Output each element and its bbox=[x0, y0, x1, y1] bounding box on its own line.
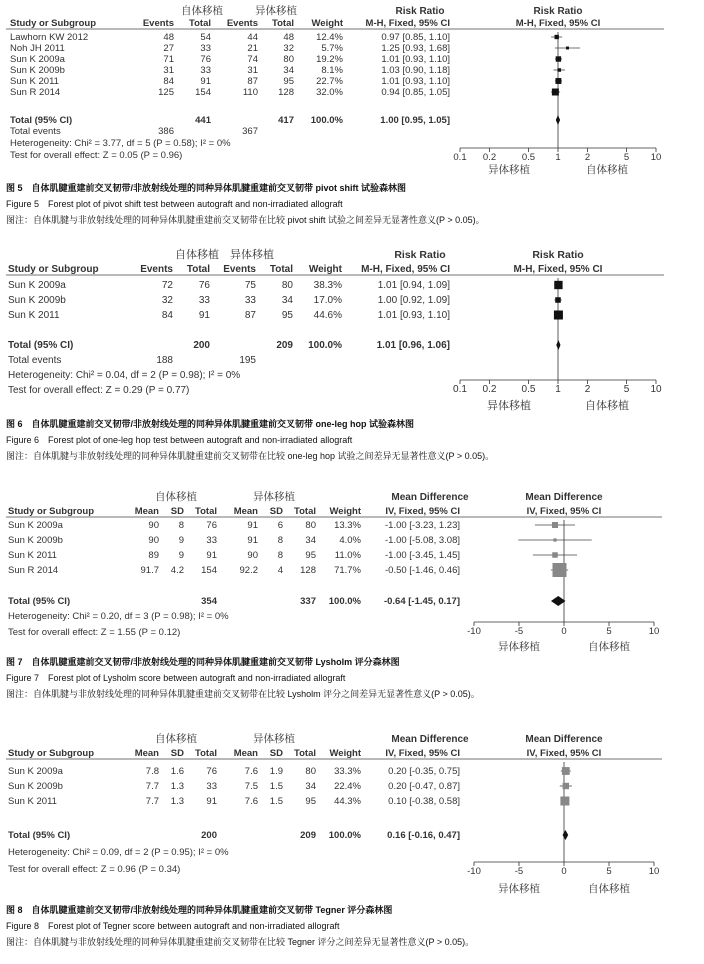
table-cell: 95 bbox=[281, 310, 293, 321]
effect-box bbox=[555, 297, 561, 303]
table-cell: 87 bbox=[247, 76, 258, 87]
column-header: SD bbox=[170, 506, 184, 517]
table-cell: 8 bbox=[277, 535, 283, 546]
effect-box bbox=[552, 89, 559, 96]
table-cell: 76 bbox=[206, 520, 217, 531]
column-header: Weight bbox=[329, 506, 361, 517]
table-cell: 80 bbox=[283, 54, 294, 65]
column-header: Total bbox=[294, 748, 316, 759]
favours-label: 异体移植 bbox=[488, 164, 530, 176]
plot-subtitle: IV, Fixed, 95% CI bbox=[526, 506, 602, 517]
table-cell: 1.01 [0.93, 1.10] bbox=[381, 76, 450, 87]
table-cell: 91 bbox=[247, 520, 258, 531]
table-cell: 1.3 bbox=[170, 781, 184, 792]
table-cell: 44.6% bbox=[313, 310, 342, 321]
table-cell: 1.9 bbox=[269, 766, 283, 777]
heterogeneity-text: Heterogeneity: Chi² = 0.04, df = 2 (P = 0.98); I² = 0% bbox=[8, 370, 241, 381]
table-cell: 5.7% bbox=[321, 43, 343, 54]
table-cell: 91 bbox=[200, 76, 211, 87]
forest-figure-5 bbox=[0, 0, 704, 182]
plot-title: Risk Ratio bbox=[533, 6, 583, 17]
total-cell: 0.16 [-0.16, 0.47] bbox=[387, 830, 460, 841]
table-cell: 7.8 bbox=[145, 766, 159, 777]
effect-box bbox=[560, 797, 569, 806]
effect-box bbox=[563, 783, 569, 789]
tick-label: 0.2 bbox=[482, 384, 497, 395]
effect-box bbox=[555, 78, 561, 84]
tick-label: 5 bbox=[606, 626, 612, 637]
study-name: Sun K 2009b bbox=[8, 781, 63, 792]
tick-label: 10 bbox=[648, 626, 660, 637]
heterogeneity-text: Heterogeneity: Chi² = 0.20, df = 3 (P = 0.98); I² = 0% bbox=[8, 611, 229, 622]
table-cell: 34 bbox=[281, 295, 293, 306]
effect-title: Mean Difference bbox=[391, 734, 469, 745]
table-cell: 90 bbox=[148, 520, 159, 531]
tick-label: 5 bbox=[623, 384, 630, 395]
plot-subtitle: IV, Fixed, 95% CI bbox=[526, 748, 602, 759]
total-cell: 337 bbox=[300, 596, 316, 607]
table-cell: 91.7 bbox=[140, 565, 159, 576]
tick-label: 0 bbox=[561, 626, 567, 637]
study-name: Sun K 2011 bbox=[8, 796, 57, 807]
table-cell: 76 bbox=[200, 54, 211, 65]
study-name: Sun K 2009a bbox=[8, 766, 63, 777]
group-label: 自体移植 bbox=[175, 249, 219, 261]
events-label: Total events bbox=[10, 126, 61, 137]
table-cell: 154 bbox=[195, 87, 211, 98]
table-cell: 91 bbox=[206, 550, 217, 561]
tick-label: 2 bbox=[584, 384, 591, 395]
table-cell: 154 bbox=[201, 565, 217, 576]
group-label: 自体移植 bbox=[155, 491, 197, 503]
favours-label: 异体移植 bbox=[498, 641, 540, 653]
table-cell: 80 bbox=[281, 280, 293, 291]
table-cell: 95 bbox=[305, 550, 316, 561]
table-cell: 76 bbox=[206, 766, 217, 777]
column-header: IV, Fixed, 95% CI bbox=[385, 748, 460, 759]
table-cell: 4 bbox=[277, 565, 283, 576]
table-cell: 9 bbox=[178, 550, 184, 561]
table-cell: -0.50 [-1.46, 0.46] bbox=[385, 565, 460, 576]
table-cell: 91 bbox=[198, 310, 210, 321]
tick-label: 0.2 bbox=[482, 152, 497, 163]
column-header: Mean bbox=[134, 506, 159, 517]
group-label: 自体移植 bbox=[181, 5, 223, 17]
caption-zh-7: 图 7 自体肌腱重建前交叉韧带/非放射线处理的同种异体肌腱重建前交叉韧带 Lysholm 评分森林图 bbox=[6, 657, 400, 667]
total-cell: 1.00 [0.95, 1.05] bbox=[380, 115, 450, 126]
study-name: Sun R 2014 bbox=[8, 565, 59, 576]
overall-effect-text: Test for overall effect: Z = 0.96 (P = 0.34) bbox=[8, 864, 181, 875]
table-cell: 72 bbox=[161, 280, 173, 291]
column-header: Total bbox=[294, 506, 316, 517]
table-cell: 91 bbox=[247, 535, 258, 546]
table-cell: 128 bbox=[300, 565, 316, 576]
table-cell: 33.3% bbox=[334, 766, 361, 777]
total-label: Total (95% CI) bbox=[8, 340, 74, 351]
table-cell: 95 bbox=[283, 76, 294, 87]
total-cell: 1.01 [0.96, 1.06] bbox=[376, 340, 450, 351]
table-cell: 1.6 bbox=[170, 766, 184, 777]
total-cell: 100.0% bbox=[328, 596, 361, 607]
total-label: Total (95% CI) bbox=[8, 596, 71, 607]
table-cell: 7.5 bbox=[244, 781, 258, 792]
tick-label: 5 bbox=[606, 866, 612, 877]
table-cell: 75 bbox=[244, 280, 256, 291]
table-cell: 1.01 [0.93, 1.10] bbox=[381, 54, 450, 65]
table-cell: 6 bbox=[277, 520, 283, 531]
column-header: Mean bbox=[233, 506, 258, 517]
caption-en-7: Figure 7 Forest plot of Lysholm score between autograft and non-irradiated allograft bbox=[6, 673, 346, 683]
effect-box bbox=[552, 552, 557, 557]
column-header: Weight bbox=[311, 18, 343, 29]
total-cell: 417 bbox=[278, 115, 294, 126]
table-cell: 0.94 [0.85, 1.05] bbox=[381, 87, 450, 98]
table-cell: -1.00 [-5.08, 3.08] bbox=[385, 535, 460, 546]
effect-box bbox=[553, 538, 556, 541]
tick-label: -5 bbox=[514, 866, 524, 877]
total-cell: 100.0% bbox=[308, 340, 342, 351]
tick-label: 0 bbox=[561, 866, 567, 877]
table-cell: 1.03 [0.90, 1.18] bbox=[381, 65, 450, 76]
table-cell: 7.7 bbox=[145, 796, 159, 807]
forest-plot-5 bbox=[0, 0, 704, 182]
tick-label: 1 bbox=[555, 152, 561, 163]
favours-label: 异体移植 bbox=[498, 883, 540, 895]
study-name: Sun K 2009a bbox=[10, 54, 65, 65]
column-header: Mean bbox=[134, 748, 159, 759]
pooled-diamond bbox=[563, 830, 569, 840]
table-cell: 89 bbox=[148, 550, 159, 561]
table-cell: 44.3% bbox=[334, 796, 361, 807]
events-cell: 367 bbox=[242, 126, 258, 137]
effect-box bbox=[557, 68, 561, 72]
favours-label: 自体移植 bbox=[586, 164, 628, 176]
tick-label: 0.5 bbox=[521, 152, 536, 163]
effect-box bbox=[562, 767, 570, 775]
events-cell: 188 bbox=[156, 355, 173, 366]
table-cell: 13.3% bbox=[334, 520, 361, 531]
heterogeneity-text: Heterogeneity: Chi² = 0.09, df = 2 (P = 0.95); I² = 0% bbox=[8, 847, 229, 858]
effect-box bbox=[554, 281, 562, 289]
tick-label: -10 bbox=[467, 866, 481, 877]
table-cell: 34 bbox=[283, 65, 294, 76]
total-cell: -0.64 [-1.45, 0.17] bbox=[383, 596, 460, 607]
table-cell: 110 bbox=[242, 87, 258, 98]
column-header: Total bbox=[269, 264, 293, 275]
table-cell: 19.2% bbox=[316, 54, 343, 65]
plot-title: Risk Ratio bbox=[532, 249, 584, 261]
pooled-diamond bbox=[556, 115, 560, 125]
table-cell: 0.97 [0.85, 1.10] bbox=[381, 32, 450, 43]
table-cell: 76 bbox=[198, 280, 210, 291]
caption-note-5: 图注：自体肌腱与非放射线处理的同种异体肌腱重建前交叉韧带在比较 pivot shift 试验之间差异无显著性意义(P > 0.05)。 bbox=[6, 215, 485, 225]
forest-plot-8 bbox=[0, 734, 704, 894]
study-name: Sun K 2009b bbox=[8, 295, 66, 306]
events-cell: 386 bbox=[158, 126, 174, 137]
caption-en-6: Figure 6 Forest plot of one-leg hop test between autograft and non-irradiated allograft bbox=[6, 435, 353, 445]
table-cell: 33 bbox=[200, 65, 211, 76]
column-header: Events bbox=[223, 264, 256, 275]
table-cell: 8.1% bbox=[321, 65, 343, 76]
tick-label: 0.1 bbox=[453, 384, 467, 395]
table-cell: 74 bbox=[247, 54, 258, 65]
tick-label: 10 bbox=[650, 152, 662, 163]
table-cell: 7.7 bbox=[145, 781, 159, 792]
forest-plot-6 bbox=[0, 248, 704, 412]
effect-box bbox=[552, 522, 558, 528]
table-cell: 8 bbox=[277, 550, 283, 561]
group-label: 异体移植 bbox=[253, 733, 295, 745]
overall-effect-text: Test for overall effect: Z = 1.55 (P = 0.12) bbox=[8, 627, 181, 638]
study-name: Sun K 2011 bbox=[8, 310, 60, 321]
table-cell: 1.00 [0.92, 1.09] bbox=[377, 295, 450, 306]
table-cell: 87 bbox=[244, 310, 256, 321]
column-header: IV, Fixed, 95% CI bbox=[385, 506, 460, 517]
table-cell: 12.4% bbox=[316, 32, 343, 43]
total-cell: 200 bbox=[201, 830, 217, 841]
column-header: Total bbox=[195, 506, 217, 517]
table-cell: 0.20 [-0.35, 0.75] bbox=[388, 766, 460, 777]
table-cell: 1.01 [0.93, 1.10] bbox=[377, 310, 450, 321]
table-cell: -1.00 [-3.45, 1.45] bbox=[385, 550, 460, 561]
study-name: Noh JH 2011 bbox=[10, 43, 65, 54]
favours-label: 自体移植 bbox=[585, 400, 629, 412]
table-cell: 32.0% bbox=[316, 87, 343, 98]
table-cell: 11.0% bbox=[334, 550, 361, 561]
events-label: Total events bbox=[8, 355, 62, 366]
table-cell: 80 bbox=[305, 766, 316, 777]
table-cell: 71 bbox=[163, 54, 174, 65]
table-cell: 22.4% bbox=[334, 781, 361, 792]
study-name: Sun K 2011 bbox=[10, 76, 59, 87]
plot-subtitle: M-H, Fixed, 95% CI bbox=[515, 18, 601, 29]
tick-label: 2 bbox=[584, 152, 591, 163]
table-cell: 1.5 bbox=[269, 796, 283, 807]
table-cell: 95 bbox=[305, 796, 316, 807]
table-cell: 80 bbox=[305, 520, 316, 531]
effect-box bbox=[556, 56, 561, 61]
plot-title: Mean Difference bbox=[525, 734, 603, 745]
caption-zh-8: 图 8 自体肌腱重建前交叉韧带/非放射线处理的同种异体肌腱重建前交叉韧带 Tegner 评分森林图 bbox=[6, 905, 393, 915]
column-header: Study or Subgroup bbox=[10, 18, 97, 29]
table-cell: 0.10 [-0.38, 0.58] bbox=[388, 796, 460, 807]
favours-label: 自体移植 bbox=[588, 883, 630, 895]
study-name: Sun K 2009b bbox=[10, 65, 65, 76]
caption-zh-6: 图 6 自体肌腱重建前交叉韧带/非放射线处理的同种异体肌腱重建前交叉韧带 one-leg hop 试验森林图 bbox=[6, 419, 415, 429]
study-name: Lawhorn KW 2012 bbox=[10, 32, 89, 43]
column-header: Events bbox=[142, 18, 174, 29]
table-cell: 48 bbox=[163, 32, 174, 43]
table-cell: 22.7% bbox=[316, 76, 343, 87]
total-cell: 100.0% bbox=[310, 115, 343, 126]
study-name: Sun K 2009a bbox=[8, 280, 66, 291]
table-cell: 9 bbox=[178, 535, 184, 546]
table-cell: 125 bbox=[158, 87, 174, 98]
total-cell: 200 bbox=[193, 340, 210, 351]
table-cell: 7.6 bbox=[244, 766, 258, 777]
table-cell: 32 bbox=[283, 43, 294, 54]
study-name: Sun K 2009b bbox=[8, 535, 63, 546]
caption-note-6: 图注：自体肌腱与非放射线处理的同种异体肌腱重建前交叉韧带在比较 one-leg hop 试验之间差异无显著性意义(P > 0.05)。 bbox=[6, 451, 495, 461]
effect-box bbox=[555, 35, 559, 39]
total-cell: 100.0% bbox=[328, 830, 361, 841]
table-cell: 38.3% bbox=[313, 280, 342, 291]
column-header: Study or Subgroup bbox=[8, 264, 99, 275]
events-cell: 195 bbox=[239, 355, 256, 366]
column-header: Study or Subgroup bbox=[8, 748, 95, 759]
column-header: M-H, Fixed, 95% CI bbox=[365, 18, 450, 29]
column-header: SD bbox=[170, 748, 184, 759]
tick-label: -10 bbox=[467, 626, 481, 637]
table-cell: 34 bbox=[305, 535, 316, 546]
total-label: Total (95% CI) bbox=[10, 115, 73, 126]
plot-subtitle: M-H, Fixed, 95% CI bbox=[513, 264, 603, 275]
table-cell: 128 bbox=[278, 87, 294, 98]
forest-figure-7 bbox=[0, 490, 704, 653]
group-label: 异体移植 bbox=[255, 5, 297, 17]
overall-effect-text: Test for overall effect: Z = 0.29 (P = 0.77) bbox=[8, 385, 190, 396]
forest-plot-7 bbox=[0, 490, 704, 653]
table-cell: 33 bbox=[198, 295, 210, 306]
table-cell: 54 bbox=[200, 32, 211, 43]
group-label: 异体移植 bbox=[230, 249, 274, 261]
study-name: Sun K 2011 bbox=[8, 550, 57, 561]
table-cell: 34 bbox=[305, 781, 316, 792]
table-cell: 33 bbox=[200, 43, 211, 54]
caption-note-7: 图注：自体肌腱与非放射线处理的同种异体肌腱重建前交叉韧带在比较 Lysholm 评分之间差异无显著性意义(P > 0.05)。 bbox=[6, 689, 480, 699]
table-cell: 1.25 [0.93, 1.68] bbox=[381, 43, 450, 54]
caption-en-8: Figure 8 Forest plot of Tegner score between autograft and non-irradiated allograft bbox=[6, 921, 340, 931]
table-cell: -1.00 [-3.23, 1.23] bbox=[385, 520, 460, 531]
total-cell: 209 bbox=[300, 830, 316, 841]
table-cell: 21 bbox=[247, 43, 258, 54]
column-header: Mean bbox=[233, 748, 258, 759]
effect-box bbox=[554, 311, 563, 320]
table-cell: 8 bbox=[178, 520, 184, 531]
caption-zh-5: 图 5 自体肌腱重建前交叉韧带/非放射线处理的同种异体肌腱重建前交叉韧带 pivot shift 试验森林图 bbox=[6, 183, 407, 193]
table-cell: 92.2 bbox=[239, 565, 258, 576]
table-cell: 71.7% bbox=[334, 565, 361, 576]
effect-title: Risk Ratio bbox=[394, 249, 446, 261]
table-cell: 4.0% bbox=[339, 535, 361, 546]
tick-label: 0.1 bbox=[453, 152, 467, 163]
total-label: Total (95% CI) bbox=[8, 830, 71, 841]
effect-title: Mean Difference bbox=[391, 492, 469, 503]
study-name: Sun R 2014 bbox=[10, 87, 61, 98]
overall-effect-text: Test for overall effect: Z = 0.05 (P = 0.96) bbox=[10, 150, 183, 161]
column-header: Total bbox=[195, 748, 217, 759]
column-header: Weight bbox=[308, 264, 342, 275]
column-header: SD bbox=[269, 748, 283, 759]
table-cell: 33 bbox=[244, 295, 256, 306]
column-header: M-H, Fixed, 95% CI bbox=[361, 264, 450, 275]
favours-label: 异体移植 bbox=[487, 400, 531, 412]
tick-label: 1 bbox=[555, 384, 561, 395]
table-cell: 17.0% bbox=[313, 295, 342, 306]
column-header: Total bbox=[189, 18, 211, 29]
pooled-diamond bbox=[551, 596, 566, 606]
column-header: Events bbox=[140, 264, 173, 275]
column-header: Total bbox=[186, 264, 210, 275]
group-label: 异体移植 bbox=[253, 491, 295, 503]
column-header: Total bbox=[272, 18, 294, 29]
table-cell: 90 bbox=[247, 550, 258, 561]
effect-box bbox=[566, 47, 569, 50]
table-cell: 33 bbox=[206, 535, 217, 546]
forest-figure-6 bbox=[0, 248, 704, 412]
favours-label: 自体移植 bbox=[588, 641, 630, 653]
caption-note-8: 图注：自体肌腱与非放射线处理的同种异体肌腱重建前交叉韧带在比较 Tegner 评分之间差异无显著性意义(P > 0.05)。 bbox=[6, 937, 475, 947]
tick-label: 10 bbox=[650, 384, 662, 395]
caption-en-5: Figure 5 Forest plot of pivot shift test between autograft and non-irradiated allograft bbox=[6, 199, 343, 209]
table-cell: 33 bbox=[206, 781, 217, 792]
heterogeneity-text: Heterogeneity: Chi² = 3.77, df = 5 (P = 0.58); I² = 0% bbox=[10, 138, 231, 149]
table-cell: 1.5 bbox=[269, 781, 283, 792]
table-cell: 1.3 bbox=[170, 796, 184, 807]
table-cell: 44 bbox=[247, 32, 258, 43]
table-cell: 31 bbox=[247, 65, 258, 76]
total-cell: 441 bbox=[195, 115, 211, 126]
column-header: Weight bbox=[329, 748, 361, 759]
table-cell: 90 bbox=[148, 535, 159, 546]
column-header: Study or Subgroup bbox=[8, 506, 95, 517]
table-cell: 1.01 [0.94, 1.09] bbox=[377, 280, 450, 291]
table-cell: 31 bbox=[163, 65, 174, 76]
study-name: Sun K 2009a bbox=[8, 520, 63, 531]
effect-title: Risk Ratio bbox=[395, 6, 445, 17]
column-header: SD bbox=[269, 506, 283, 517]
table-cell: 84 bbox=[163, 76, 174, 87]
column-header: Events bbox=[226, 18, 258, 29]
tick-label: 5 bbox=[623, 152, 630, 163]
table-cell: 91 bbox=[206, 796, 217, 807]
table-cell: 27 bbox=[163, 43, 174, 54]
tick-label: 0.5 bbox=[521, 384, 536, 395]
table-cell: 32 bbox=[161, 295, 173, 306]
table-cell: 7.6 bbox=[244, 796, 258, 807]
effect-box bbox=[553, 563, 567, 577]
total-cell: 209 bbox=[276, 340, 293, 351]
table-cell: 84 bbox=[161, 310, 173, 321]
plot-title: Mean Difference bbox=[525, 492, 603, 503]
total-cell: 354 bbox=[201, 596, 217, 607]
table-cell: 4.2 bbox=[170, 565, 184, 576]
group-label: 自体移植 bbox=[155, 733, 197, 745]
tick-label: -5 bbox=[514, 626, 524, 637]
table-cell: 0.20 [-0.47, 0.87] bbox=[388, 781, 460, 792]
pooled-diamond bbox=[556, 340, 560, 350]
table-cell: 48 bbox=[283, 32, 294, 43]
tick-label: 10 bbox=[648, 866, 660, 877]
forest-figure-8 bbox=[0, 734, 704, 894]
